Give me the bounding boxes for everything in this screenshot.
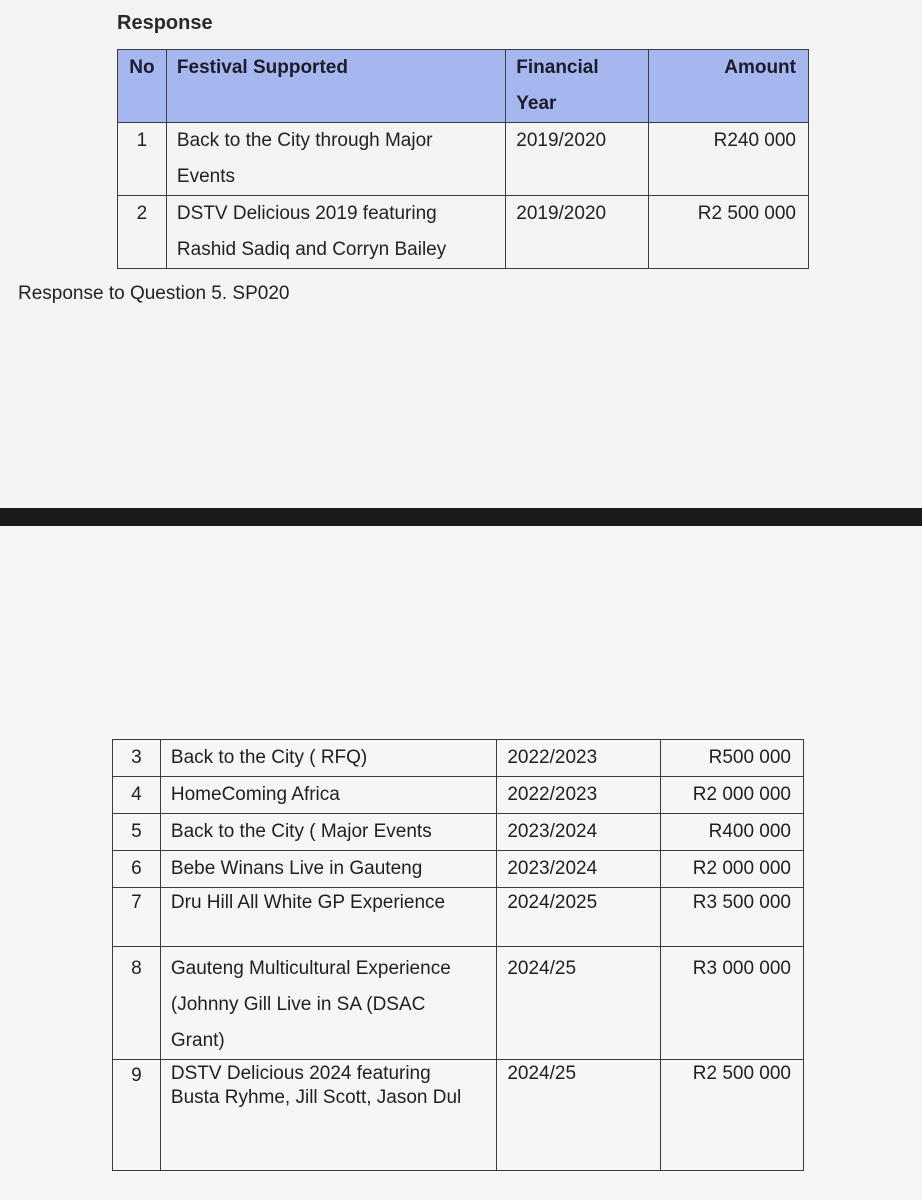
screenshot-divider <box>0 508 922 526</box>
row-number: 9 <box>113 1060 161 1171</box>
festival-line: DSTV Delicious 2019 featuring <box>176 203 437 224</box>
festival-name: Dru Hill All White GP Experience <box>160 888 496 947</box>
festival-name: Bebe Winans Live in Gauteng <box>160 851 496 888</box>
amount: R240 000 <box>649 123 809 196</box>
festival-name <box>160 1060 496 1171</box>
financial-year: 2024/25 <box>497 947 661 1060</box>
amount: R2 000 000 <box>661 777 804 814</box>
row-number: 2 <box>118 196 167 269</box>
festival-name <box>166 123 505 196</box>
festival-name: Back to the City ( RFQ) <box>160 740 496 777</box>
header-year-line1: Financial <box>516 57 599 78</box>
festival-name: HomeComing Africa <box>160 777 496 814</box>
festival-table-1 <box>117 49 809 269</box>
row-number: 6 <box>113 851 161 888</box>
table-header-row <box>118 50 809 123</box>
financial-year: 2023/2024 <box>497 814 661 851</box>
amount: R2 500 000 <box>661 1060 804 1171</box>
header-festival: Festival Supported <box>166 50 505 123</box>
festival-line: Back to the City through Major <box>176 130 433 151</box>
row-number: 5 <box>113 814 161 851</box>
table-row <box>113 947 804 1060</box>
financial-year: 2019/2020 <box>506 123 649 196</box>
row-number: 1 <box>118 123 167 196</box>
amount: R400 000 <box>661 814 804 851</box>
financial-year: 2022/2023 <box>497 740 661 777</box>
festival-line: Events <box>176 166 236 187</box>
amount: R500 000 <box>661 740 804 777</box>
table-row <box>113 814 804 851</box>
financial-year: 2022/2023 <box>497 777 661 814</box>
row-number: 8 <box>113 947 161 1060</box>
festival-line: Rashid Sadiq and Corryn Bailey <box>176 239 447 260</box>
amount: R3 500 000 <box>661 888 804 947</box>
row-number: 3 <box>113 740 161 777</box>
amount: R2 000 000 <box>661 851 804 888</box>
financial-year: 2024/25 <box>497 1060 661 1171</box>
table-row <box>118 123 809 196</box>
amount: R3 000 000 <box>661 947 804 1060</box>
financial-year: 2023/2024 <box>497 851 661 888</box>
festival-line: DSTV Delicious 2024 featuring <box>170 1063 431 1084</box>
question-label: Response to Question 5. SP020 <box>18 283 290 304</box>
table-row <box>113 851 804 888</box>
header-amount: Amount <box>649 50 809 123</box>
festival-line: Busta Ryhme, Jill Scott, Jason Dul <box>170 1087 462 1108</box>
header-year-line2: Year <box>516 93 557 114</box>
festival-name: Back to the City ( Major Events <box>160 814 496 851</box>
table-row <box>113 777 804 814</box>
table-row <box>118 196 809 269</box>
financial-year: 2024/2025 <box>497 888 661 947</box>
festival-line: Gauteng Multicultural Experience <box>170 958 451 979</box>
festival-name <box>166 196 505 269</box>
festival-table-2 <box>112 739 804 1171</box>
table-row <box>113 740 804 777</box>
row-number: 4 <box>113 777 161 814</box>
table-row <box>113 1060 804 1171</box>
row-number: 7 <box>113 888 161 947</box>
financial-year: 2019/2020 <box>506 196 649 269</box>
header-financial-year <box>506 50 649 123</box>
festival-line: Grant) <box>170 1030 225 1051</box>
festival-name <box>160 947 496 1060</box>
amount: R2 500 000 <box>649 196 809 269</box>
table-row <box>113 888 804 947</box>
festival-line: (Johnny Gill Live in SA (DSAC <box>170 994 426 1015</box>
section-heading: Response <box>117 12 213 34</box>
header-no: No <box>118 50 167 123</box>
